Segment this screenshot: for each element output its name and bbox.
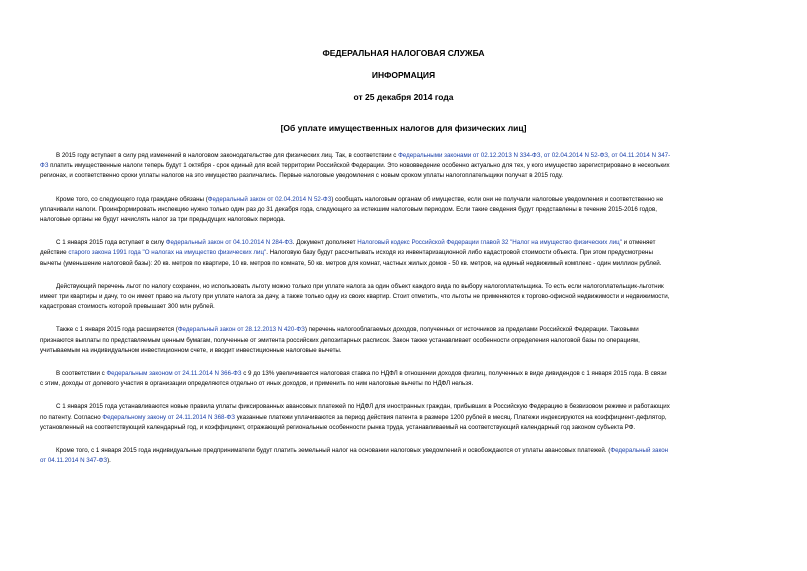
paragraph-text: ). bbox=[107, 457, 111, 465]
paragraph-text: С 1 января 2015 года вступает в силу bbox=[56, 239, 166, 247]
agency-title: ФЕДЕРАЛЬНАЯ НАЛОГОВАЯ СЛУЖБА bbox=[322, 48, 485, 58]
law-reference-link[interactable]: Федеральным законом от 24.11.2014 N 366-ФЗ bbox=[106, 370, 242, 378]
paragraph bbox=[40, 402, 772, 433]
law-reference-link[interactable]: Федеральный закон от 04.10.2014 N 284-ФЗ bbox=[165, 239, 293, 247]
law-reference-link[interactable]: старого закона 1991 года "О налогах на имущество физических лиц" bbox=[68, 249, 267, 257]
paragraph-text: указанные платежи уплачиваются за период действия патента в размере 1200 рублей в месяц. Платежи индексируются на коэффициент-дефлятор, установленный на соответствующий календарный год, и коэффициент, отражающий региональные особенности рынка труда, устанавливаемый на соответствующий календарный год законом субъекта РФ. bbox=[40, 413, 667, 431]
document-subject: [Об уплате имущественных налогов для физических лиц] bbox=[280, 123, 527, 133]
paragraph-text: Также с 1 января 2015 года расширяется ( bbox=[56, 326, 178, 334]
paragraph-text: С 1 января 2015 года устанавливаются новые правила уплаты фиксированных авансовых платежей по НДФЛ для иностранных граждан, прибывших в Российскую Федерацию в безвизовом режиме и работающих по патенту. Согласно bbox=[40, 403, 670, 421]
law-reference-link[interactable]: Федеральными законами от 02.12.2013 N 334-ФЗ, от 02.04.2014 N 52-ФЗ, от 04.11.2014 N 347- ФЗ bbox=[40, 152, 671, 170]
paragraph-text: ) перечень налогооблагаемых доходов, полученных от источников за пределами Российской Федерации. Таковыми признаются выплаты по представляемым ценным бумагам, полученные от эмитента российских депозитарных расписок. Закон также устанавливает особенности определения налоговой базы по операциям, учитываемым на индивидуальном инвестиционном счете, и вводит инвестиционные налоговые вычеты. bbox=[40, 326, 640, 354]
paragraph-text: Кроме того, с 1 января 2015 года индивидуальные предприниматели будут платить земельный налог на основании налоговых уведомлений и освобождаются от уплаты авансовых платежей. ( bbox=[56, 447, 611, 455]
paragraph-text: ) сообщать налоговым органам об имуществе, если они не получали налоговые уведомления и соответственно не уплачивали налоги. Проинформировать инспекцию нужно только один раз до 31 декабря года, следующего за истекшим налоговым периодом. Если такие сведения будут представлены в течение 2015-2016 годов, налоговые органы не будут начислять налог за три предыдущих налоговых периода. bbox=[40, 195, 664, 224]
law-reference-link[interactable]: Налоговый кодекс Российской Федерации главой 32 "Налог на имущество физических лиц" bbox=[357, 239, 622, 247]
paragraph bbox=[40, 325, 772, 356]
paragraph-text: платить имущественные налоги теперь будут 1 октября - срок единый для всей территории Российской Федерации. Это нововведение особенно актуально для тех, у кого имущество зарегистрировано в нескольких регионах, и соответственно сроки уплаты налогов на это имущество различались. Первые налоговые уведомления с новым сроком уплаты налогоплательщики получат в 2015 году. bbox=[40, 162, 670, 180]
law-reference-link[interactable]: Федеральный закон от 28.12.2013 N 420-ФЗ bbox=[177, 326, 305, 334]
paragraph bbox=[40, 238, 772, 269]
paragraph bbox=[40, 446, 772, 466]
law-reference-link[interactable]: Федеральный закон от 04.11.2014 N 347-ФЗ bbox=[40, 447, 669, 465]
law-reference-link[interactable]: Федеральный закон от 02.04.2014 N 52-ФЗ bbox=[207, 195, 332, 203]
paragraph-text: . Документ дополняет bbox=[292, 239, 358, 247]
paragraph-text: Действующий перечень льгот по налогу сохранен, но использовать льготу можно только при уплате налога за один объект каждого вида по выбору налогоплательщика. То есть если налогоплательщик-льготник имеет три квартиры и дачу, то он имеет право на льготу при уплате налога за дачу, а также только одну из своих квартир. Стоит отметить, что льготы не применяются к торгово-офисной недвижимости и недвижимости, кадастровая стоимость которой превышает 300 млн рублей. bbox=[40, 282, 670, 311]
document-date: от 25 декабря 2014 года bbox=[353, 92, 454, 102]
paragraph-text: . Налоговую базу будут рассчитывать исходя из инвентаризационной либо кадастровой стоимости объекта. При этом предусмотрены вычеты (уменьшение налоговой базы): 20 кв. метров по квартире, 10 кв. метров по комнате, 50 кв. метров для комнат, частных жилых домов - 50 кв. метров, на единый недвижимый комплекс - один миллион рублей. bbox=[40, 249, 662, 267]
paragraph bbox=[40, 282, 772, 313]
document-body bbox=[40, 151, 772, 479]
paragraph-text: В соответствии с bbox=[56, 370, 107, 378]
paragraph-text: с 9 до 13% увеличивается налоговая ставка по НДФЛ в отношении доходов физлиц, полученных в виде дивидендов с 1 января 2015 года. В связи с этим, доходы от долевого участия в организации определяются отдельно от иных доходов, и применить по ним налоговые вычеты по НДФЛ нельзя. bbox=[40, 370, 667, 388]
document-type: ИНФОРМАЦИЯ bbox=[371, 70, 436, 80]
paragraph bbox=[40, 369, 772, 389]
law-reference-link[interactable]: Федеральному закону от 24.11.2014 N 368-ФЗ bbox=[102, 413, 235, 421]
paragraph bbox=[40, 151, 772, 182]
paragraph-text: Кроме того, со следующего года граждане обязаны ( bbox=[56, 195, 208, 203]
paragraph bbox=[40, 195, 772, 226]
paragraph-text: В 2015 году вступает в силу ряд изменений в налоговом законодательстве для физических лиц. Так, в соответствии с bbox=[56, 152, 399, 159]
paragraph-text: и отменяет действие bbox=[40, 239, 656, 257]
